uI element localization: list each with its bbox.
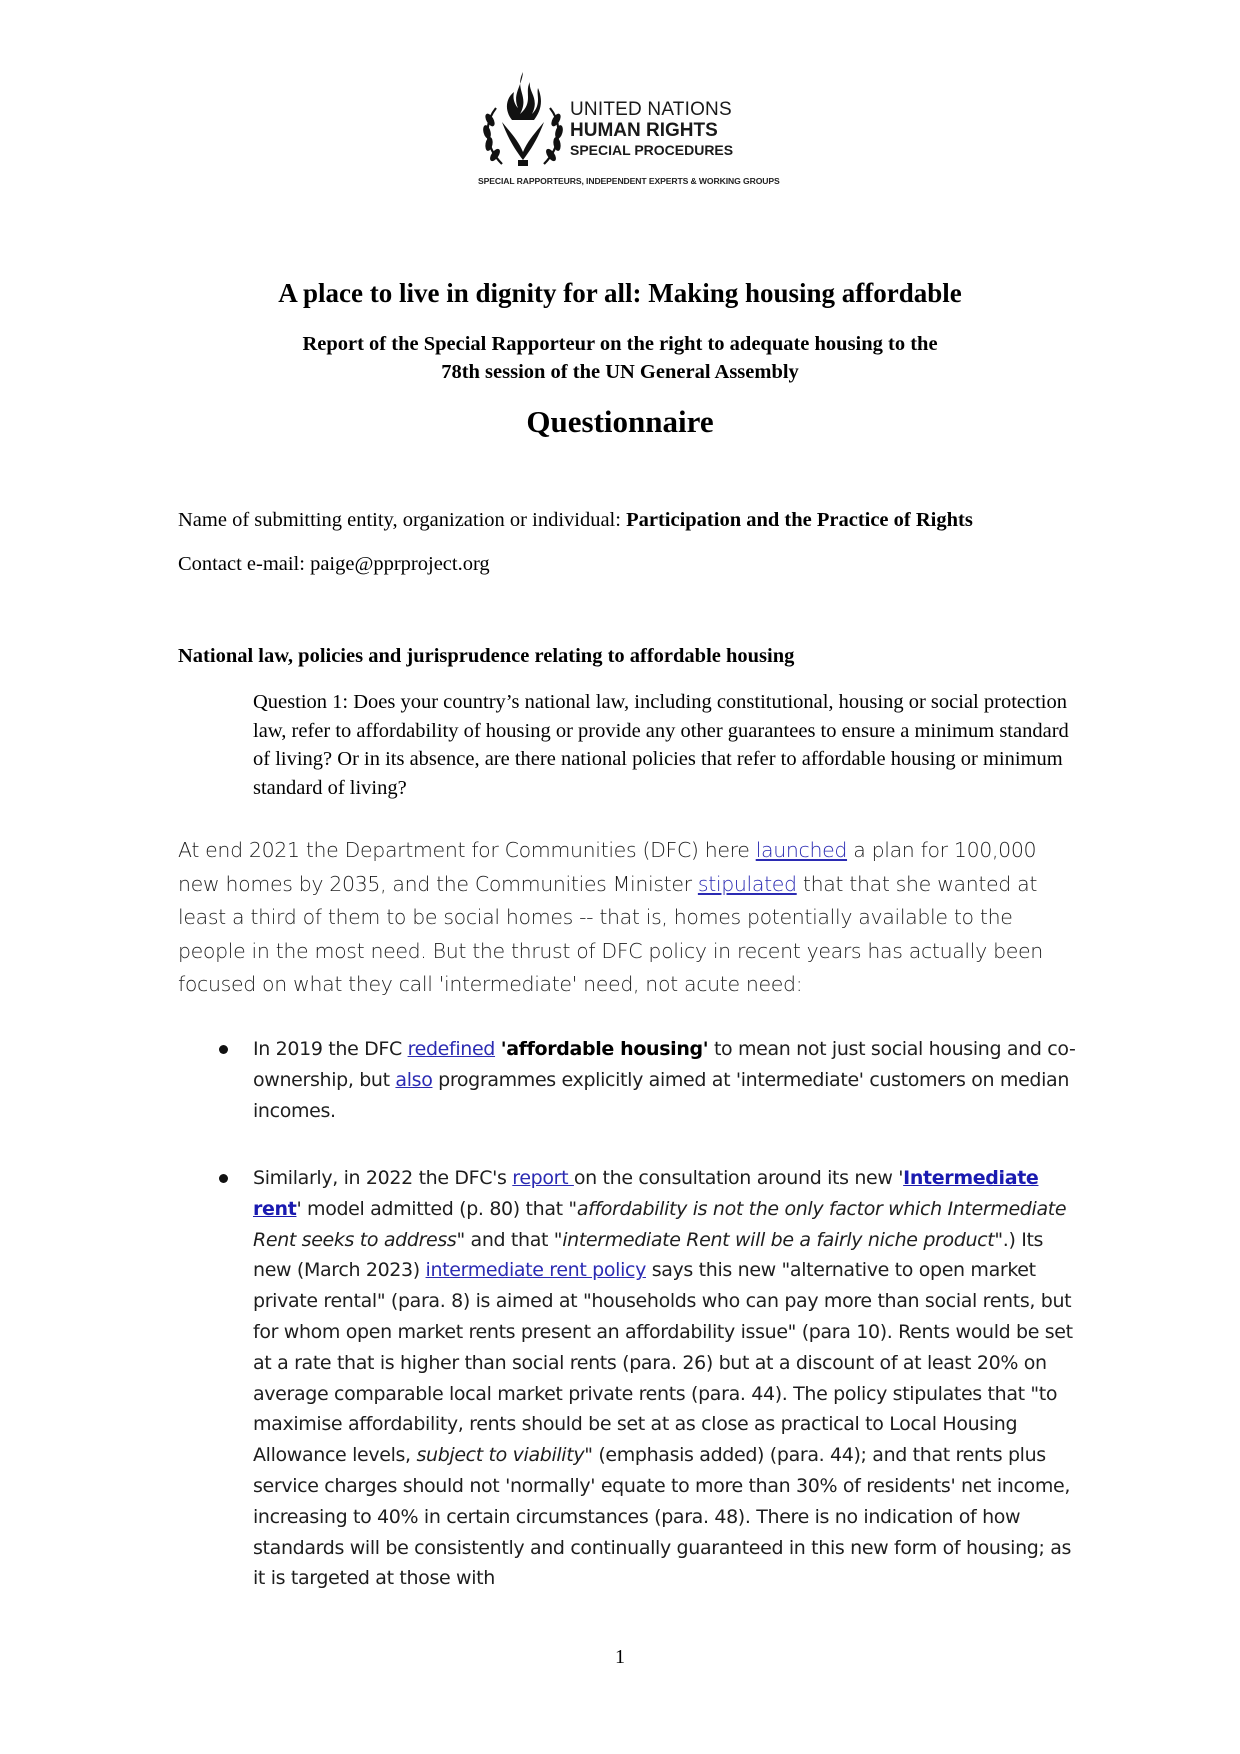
link-launched[interactable]: launched [755, 838, 848, 862]
email-value: paige@pprproject.org [310, 553, 490, 575]
un-flame-emblem-icon [478, 68, 568, 174]
logo-line-human-rights: HUMAN RIGHTS [570, 120, 718, 141]
bullet-item-2 [253, 1163, 1083, 1594]
text-run: on the consultation around its new ' [573, 1167, 904, 1189]
link-redefined[interactable]: redefined [407, 1038, 496, 1060]
affordable-housing-term: 'affordable housing' [500, 1038, 709, 1060]
italic-emphasis: subject to viability [416, 1444, 585, 1467]
link-intermediate-rent[interactable]: Intermediate rent [253, 1167, 1039, 1220]
text-run: " and that " [456, 1228, 563, 1251]
text-run: a plan for 100,000 new homes by 2035, and the Communities Minister [178, 838, 1037, 896]
document-title: A place to live in dignity for all: Making housing affordable [278, 278, 962, 308]
text-run: that that she wanted at least a third of them to be social homes -- that is, homes potentially available to the people in the most need. But the thrust of DFC policy in recent years has actually been focused on what they call 'intermediate' need, not acute need: [178, 871, 1043, 996]
text-run: ' model admitted (p. 80) that " [296, 1197, 577, 1220]
logo-line-special-procedures: SPECIAL PROCEDURES [570, 142, 734, 158]
text-run: says this new "alternative to open market private rental" (para. 8) is aimed at "households who can pay more than social rents, but for whom open market rents present an affordability issue" (para 10). Rents would be set at a rate that is higher than social rents (para. 26) but at a discount of at least 20% on average comparable local market private rents (para. 44). The policy stipulates that "to maximise affordability, rents should be set at as close as practical to Local Housing Allowance levels, [253, 1259, 1073, 1467]
entity-label: Name of submitting entity, organization or individual: [178, 509, 627, 531]
italic-quote: affordability is not the only factor which Intermediate Rent seeks to address [253, 1197, 1067, 1251]
bullet-marker [219, 1045, 228, 1054]
logo-line-united-nations: UNITED NATIONS [570, 99, 732, 120]
submitting-entity-field [178, 509, 973, 532]
logo-wordmark [570, 100, 733, 157]
document-subtitle [0, 330, 1240, 386]
page-number: 1 [615, 1646, 625, 1668]
text-run: ".) Its new (March 2023) [253, 1228, 1044, 1282]
bullet-marker [219, 1174, 228, 1183]
un-human-rights-logo [478, 68, 780, 188]
logo-subline: SPECIAL RAPPORTEURS, INDEPENDENT EXPERTS & WORKING GROUPS [478, 176, 780, 186]
italic-quote: intermediate Rent will be a fairly niche product [562, 1228, 995, 1251]
text-run: programmes explicitly aimed at 'intermediate' customers on median incomes. [253, 1068, 1070, 1122]
email-label: Contact e-mail: [178, 553, 311, 575]
entity-value: Participation and the Practice of Rights [626, 509, 973, 531]
subtitle-line-2: 78th session of the UN General Assembly [441, 361, 799, 383]
subtitle-line-1: Report of the Special Rapporteur on the right to adequate housing to the [302, 333, 938, 355]
answer-paragraph [178, 834, 1078, 1002]
link-intermediate-rent-policy[interactable]: intermediate rent policy [425, 1259, 646, 1282]
bullet-item-1 [253, 1034, 1083, 1126]
section-heading: National law, policies and jurisprudence relating to affordable housing [178, 645, 795, 667]
text-run: Similarly, in 2022 the DFC's [253, 1167, 513, 1189]
text-run: " (emphasis added) (para. 44); and that rents plus service charges should not 'normally' equate to more than 30% of residents' net income, increasing to 40% in certain circumstances (para. 48). There is no indication of how standards will be consistently and continually guaranteed in this new form of housing; as it is targeted at those with [253, 1444, 1072, 1590]
text-run: to mean not just social housing and co-ownership, but [253, 1038, 1076, 1091]
question-1: Question 1: Does your country’s national law, including constitutional, housing or social protection law, refer to affordability of housing or provide any other guarantees to ensure a minimum standard of living? Or in its absence, are there national policies that refer to affordable housing or minimum standard of living? [253, 691, 1069, 799]
questionnaire-heading: Questionnaire [526, 404, 714, 439]
link-stipulated[interactable]: stipulated [697, 871, 797, 896]
link-also[interactable]: also [395, 1068, 433, 1091]
contact-email-field [178, 553, 490, 576]
text-run: At end 2021 the Department for Communities (DFC) here [178, 838, 756, 862]
link-report[interactable]: report [512, 1167, 574, 1189]
text-run: In 2019 the DFC [253, 1038, 408, 1060]
